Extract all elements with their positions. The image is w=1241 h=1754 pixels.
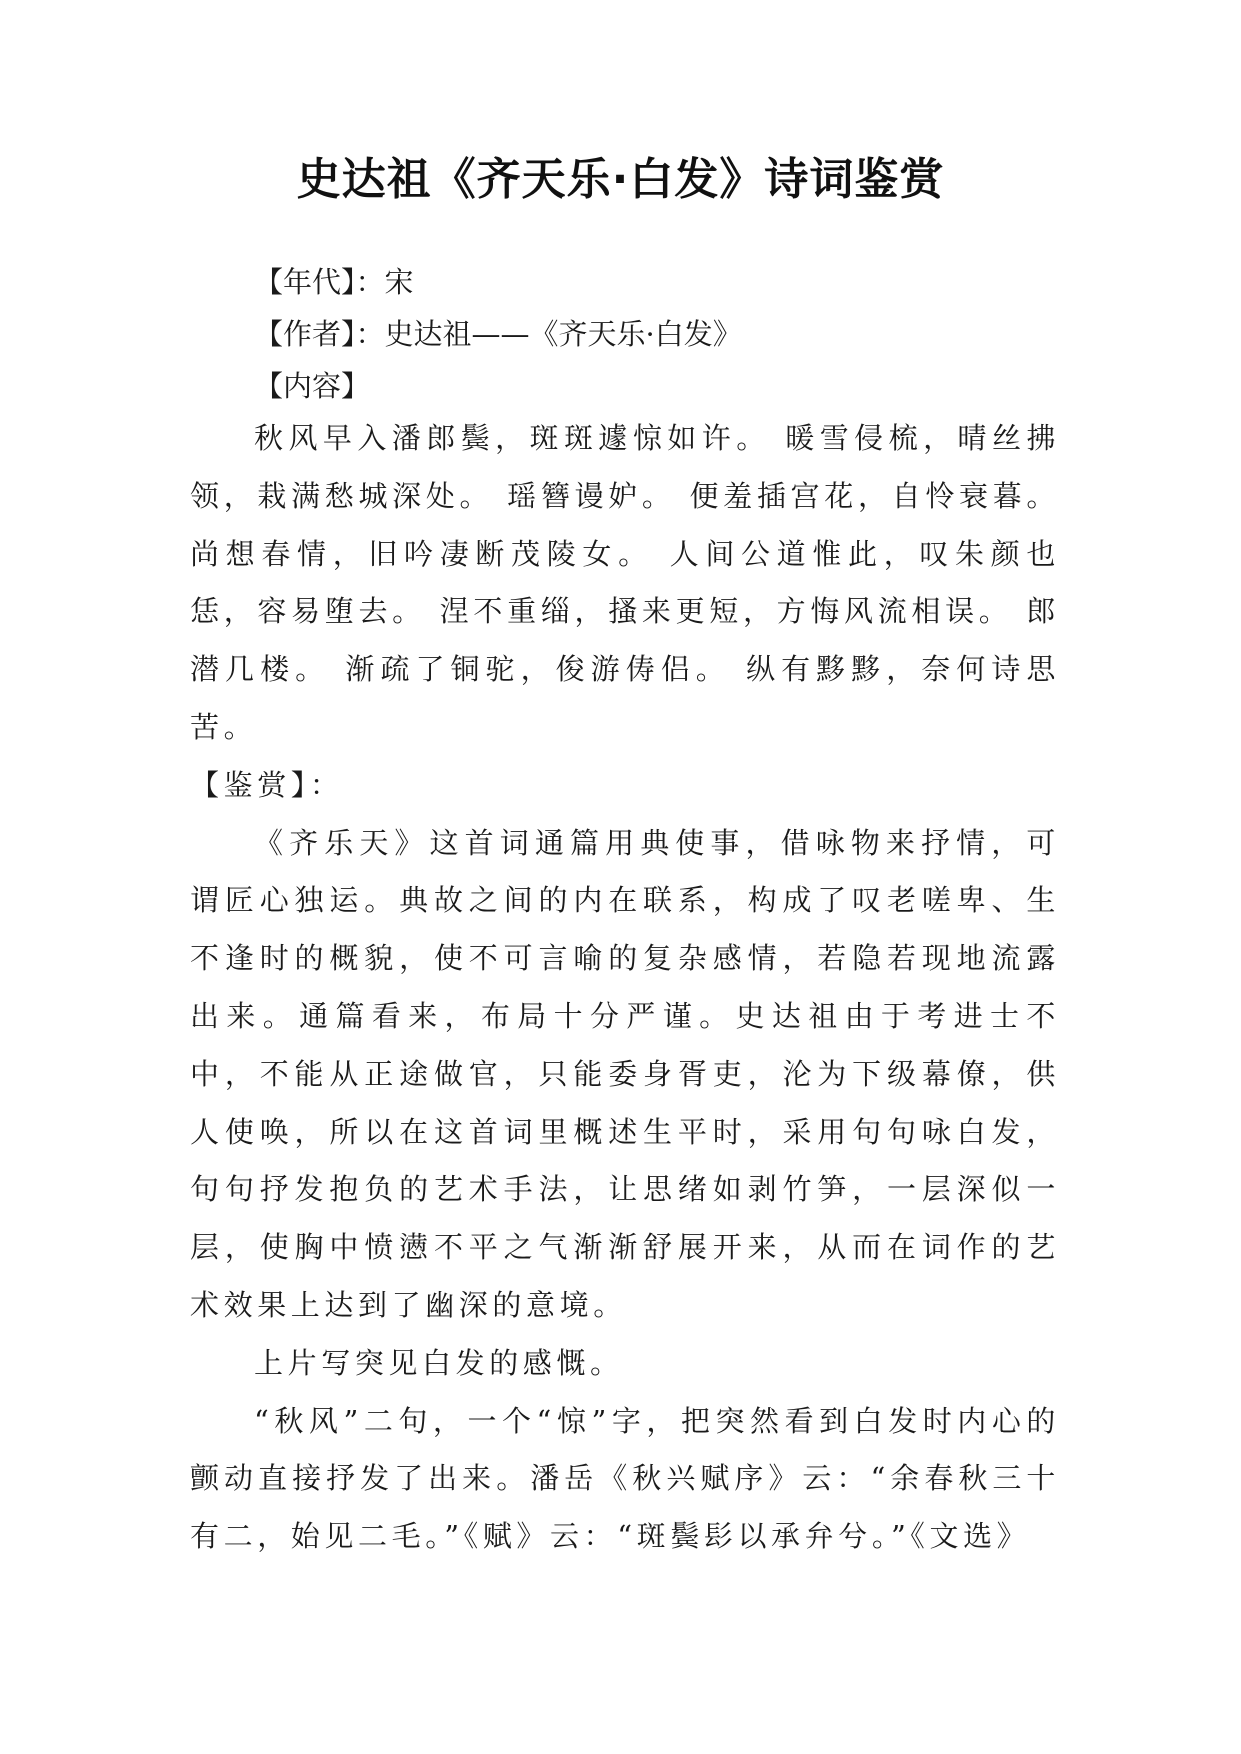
- author-line: 【作者】：史达祖——《齐天乐·白发》: [254, 317, 742, 351]
- era-line: 【年代】：宋: [254, 265, 414, 299]
- page-title: 史达祖《齐天乐·白发》诗词鉴赏: [296, 154, 945, 205]
- appreciation-label: 【鉴赏】：: [190, 767, 344, 802]
- poem-text: 秋风早入潘郎鬓，斑斑遽惊如许。 暖雪侵梳，晴丝拂领，栽满愁城深处。 瑶簪谩妒。 便羞插宫花，自怜衰暮。尚想春情，旧吟凄断茂陵女。 人间公道惟此，叹朱颜也恁，容易堕去。 涅不重缁，搔来更短，方悔风流相误。 郎潜几楼。 渐疏了铜驼，俊游俦侣。 纵有黟黟，奈何诗思苦。: [190, 421, 1060, 744]
- document-body: [190, 410, 1060, 1566]
- appreciation-paragraph: “秋风”二句，一个“惊”字，把突然看到白发时内心的颤动直接抒发了出来。潘岳《秋兴赋序》云：“余春秋三十有二，始见二毛。”《赋》云：“斑鬓髟以承弁兮。”《文选》: [190, 1403, 1060, 1554]
- content-label: 【内容】: [254, 369, 371, 403]
- appreciation-paragraph: 《齐乐天》这首词通篇用典使事，借咏物来抒情，可谓匠心独运。典故之间的内在联系，构成了叹老嗟卑、生不逢时的概貌，使不可言喻的复杂感情，若隐若现地流露出来。通篇看来，布局十分严谨。史达祖由于考进士不中，不能从正途做官，只能委身胥吏，沦为下级幕僚，供人使唤，所以在这首词里概述生平时，采用句句咏白发，句句抒发抱负的艺术手法，让思绪如剥竹笋，一层深似一层，使胸中愤懑不平之气渐渐舒展开来，从而在词作的艺术效果上达到了幽深的意境。: [190, 825, 1060, 1322]
- appreciation-paragraph: 上片写突见白发的感慨。: [254, 1345, 624, 1380]
